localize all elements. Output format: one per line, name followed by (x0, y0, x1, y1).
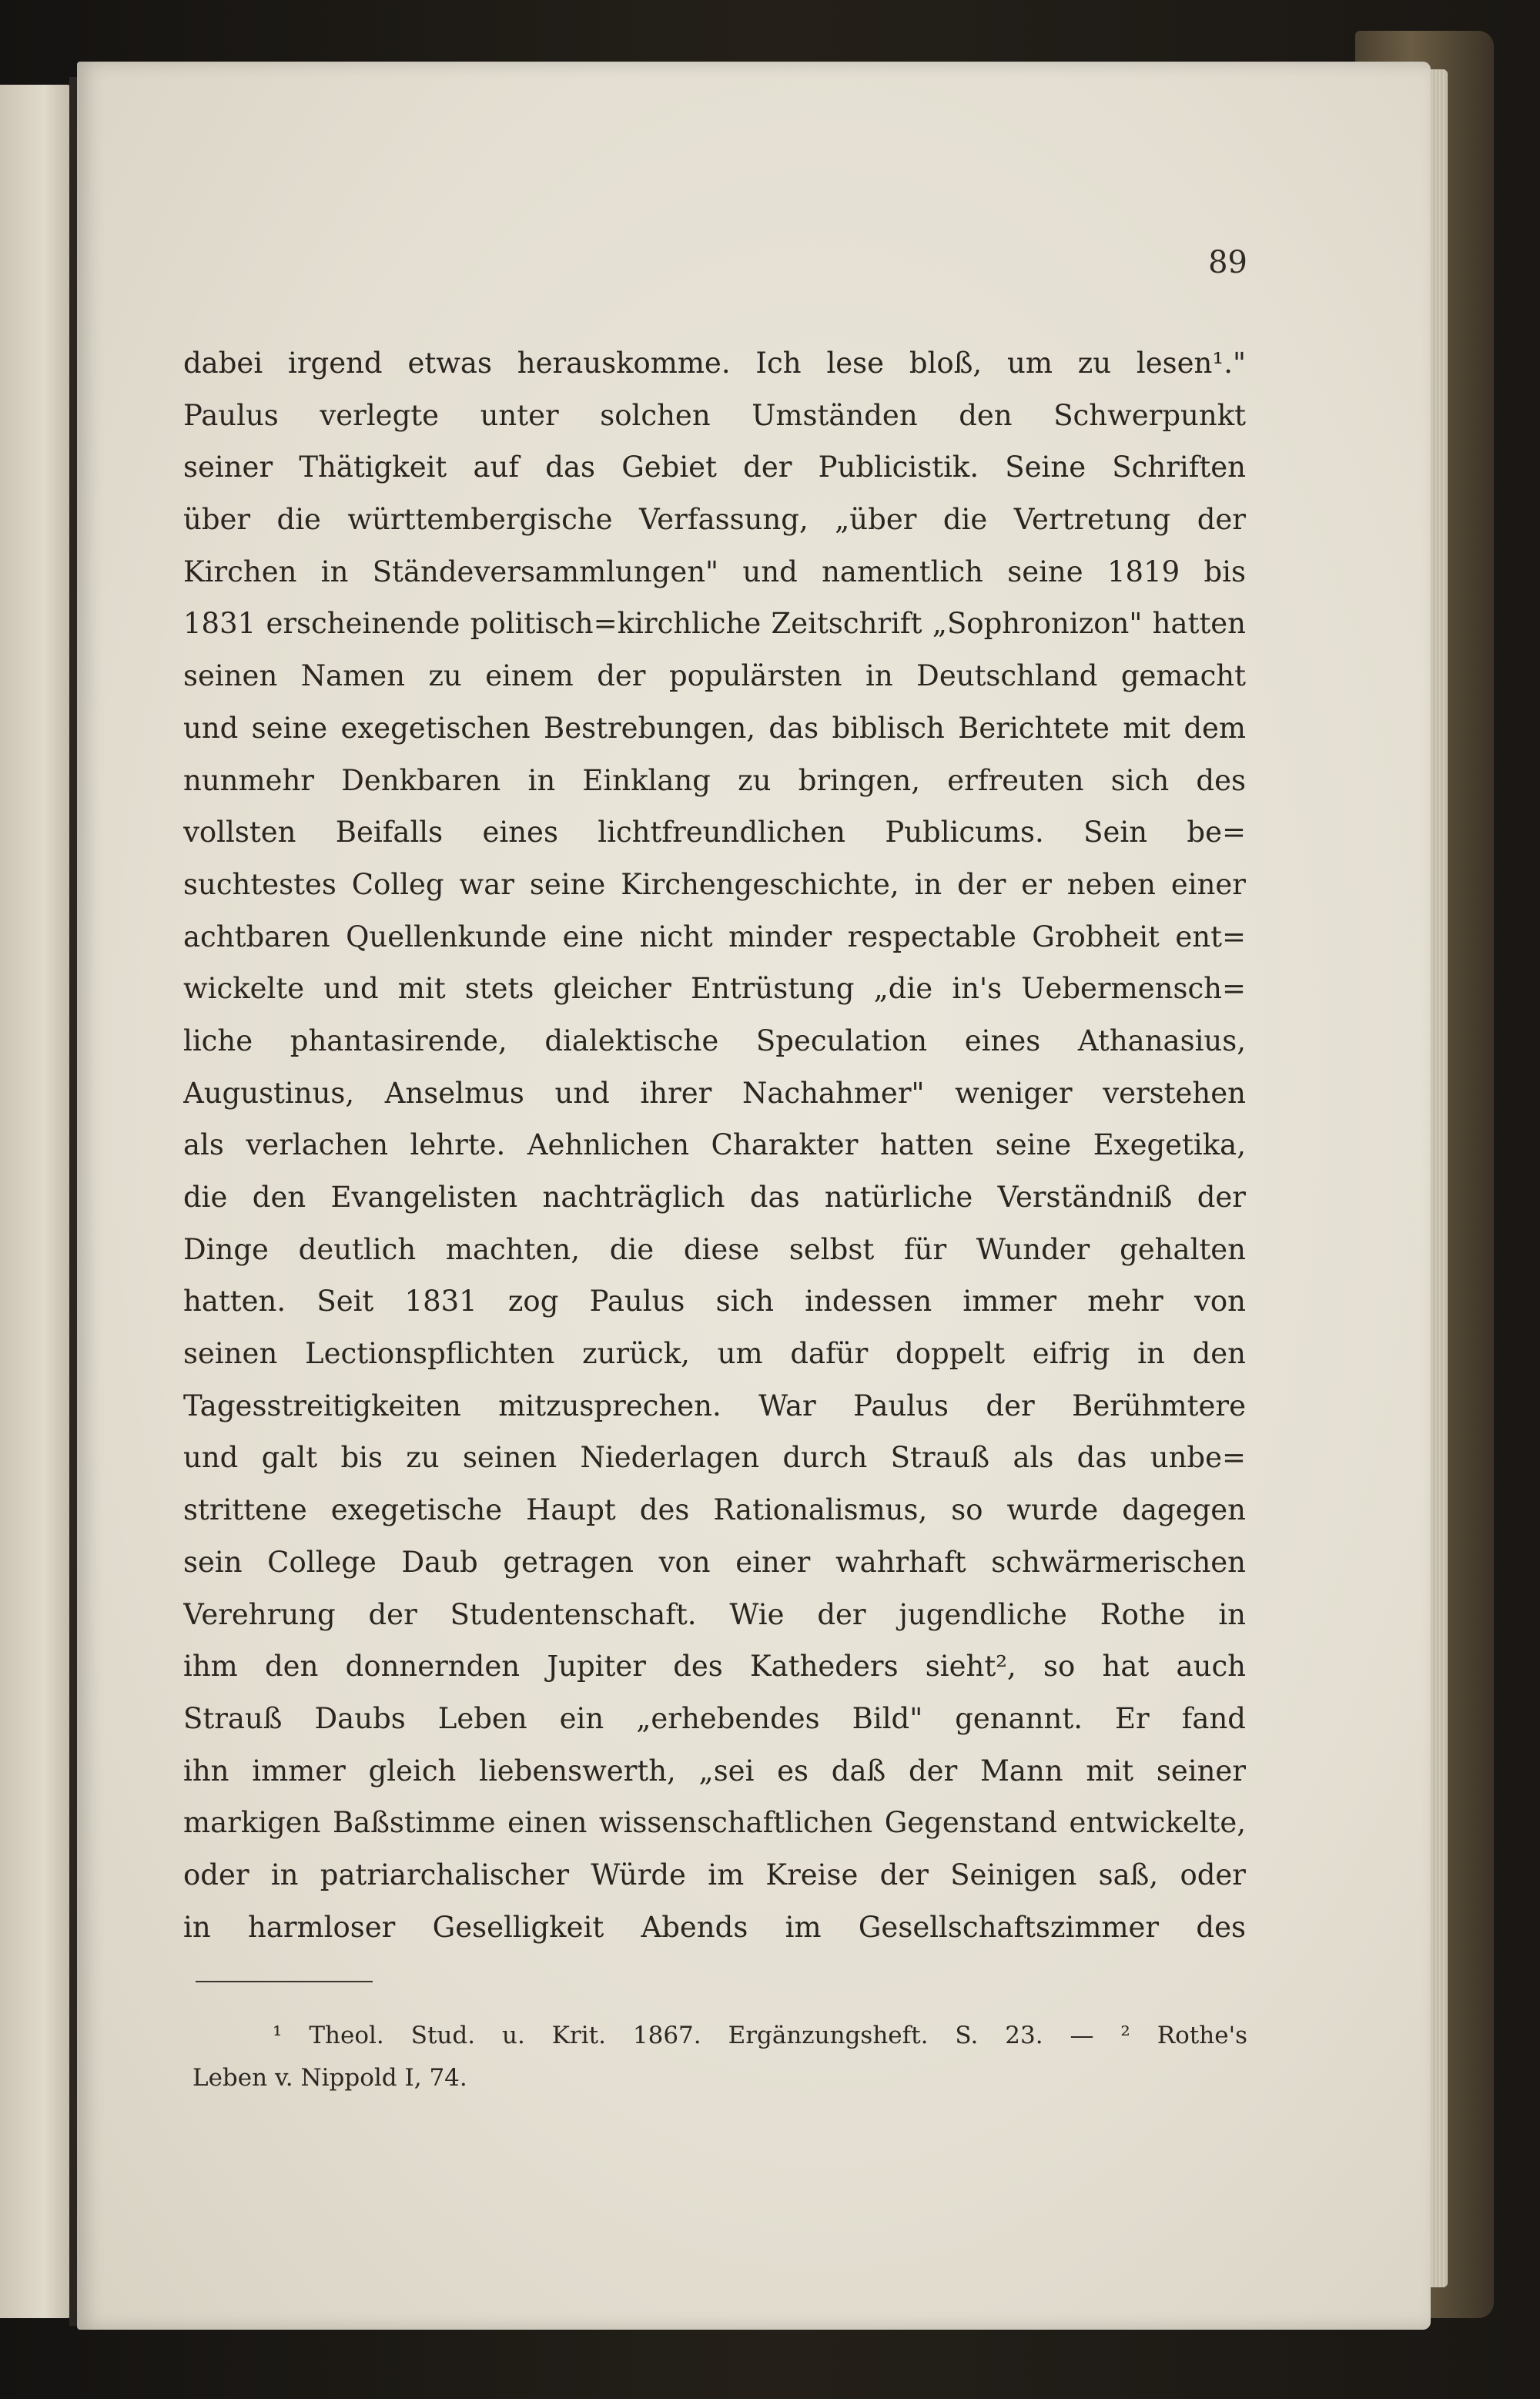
text-line: als verlachen lehrte. Aehnlichen Charakter hatten seine Exegetika, (183, 1128, 1246, 1162)
text-line: hatten. Seit 1831 zog Paulus sich indessen immer mehr von (183, 1285, 1246, 1318)
text-line: vollsten Beifalls eines lichtfreundlichen Publicums. Sein be= (183, 816, 1246, 849)
body-text (183, 337, 1246, 1953)
left-page-edge (0, 85, 73, 2318)
text-line: und galt bis zu seinen Niederlagen durch Strauß als das unbe= (183, 1441, 1246, 1475)
text-line: sein College Daub getragen von einer wahrhaft schwärmerischen (183, 1545, 1246, 1579)
text-line: dabei irgend etwas herauskomme. Ich lese bloß, um zu lesen¹." (183, 347, 1246, 380)
text-line: suchtestes Colleg war seine Kirchengeschichte, in der er neben einer (183, 867, 1246, 901)
text-line: seiner Thätigkeit auf das Gebiet der Publicistik. Seine Schriften (183, 451, 1246, 484)
text-line: in harmloser Geselligkeit Abends im Gesellschaftszimmer des (183, 1910, 1246, 1944)
text-line: Verehrung der Studentenschaft. Wie der jugendliche Rothe in (183, 1597, 1246, 1631)
text-line: und seine exegetischen Bestrebungen, das biblisch Berichtete mit dem (183, 711, 1246, 745)
text-line: seinen Lectionspflichten zurück, um dafür doppelt eifrig in den (183, 1337, 1246, 1371)
text-line: ihn immer gleich liebenswerth, „sei es daß der Mann mit seiner (183, 1754, 1246, 1788)
text-line: Tagesstreitigkeiten mitzusprechen. War Paulus der Berühmtere (183, 1389, 1246, 1422)
footnote-line: ¹ Theol. Stud. u. Krit. 1867. Ergänzungsheft. S. 23. — ² Rothe's (273, 2022, 1247, 2049)
text-line: 1831 erscheinende politisch=kirchliche Zeitschrift „Sophronizon" hatten (183, 607, 1246, 641)
text-line: Paulus verlegte unter solchen Umständen den Schwerpunkt (183, 398, 1246, 432)
text-line: seinen Namen zu einem der populärsten in Deutschland gemacht (183, 659, 1246, 693)
text-line: ihm den donnernden Jupiter des Katheders sieht², so hat auch (183, 1650, 1246, 1684)
page-number: 89 (1208, 245, 1247, 280)
text-line: oder in patriarchalischer Würde im Kreise der Seinigen saß, oder (183, 1858, 1246, 1891)
text-line: achtbaren Quellenkunde eine nicht minder respectable Grobheit ent= (183, 920, 1246, 953)
footnote-line: Leben v. Nippold I, 74. (192, 2064, 467, 2092)
text-line: strittene exegetische Haupt des Rationalismus, so wurde dagegen (183, 1493, 1246, 1527)
footnote-divider (196, 1981, 373, 1982)
text-line: Augustinus, Anselmus und ihrer Nachahmer" weniger verstehen (183, 1076, 1246, 1110)
footnotes (192, 2015, 1247, 2099)
text-line: wickelte und mit stets gleicher Entrüstung „die in's Uebermensch= (183, 972, 1246, 1006)
text-line: Strauß Daubs Leben ein „erhebendes Bild" genannt. Er fand (183, 1701, 1246, 1735)
text-line: nunmehr Denkbaren in Einklang zu bringen, erfreuten sich des (183, 763, 1246, 797)
text-line: liche phantasirende, dialektische Speculation eines Athanasius, (183, 1024, 1246, 1057)
text-line: Kirchen in Ständeversammlungen" und namentlich seine 1819 bis (183, 555, 1246, 588)
text-line: die den Evangelisten nachträglich das natürliche Verständniß der (183, 1181, 1246, 1214)
text-line: Dinge deutlich machten, die diese selbst für Wunder gehalten (183, 1232, 1246, 1266)
text-line: markigen Baßstimme einen wissenschaftlichen Gegenstand entwickelte, (183, 1806, 1246, 1840)
text-line: über die württembergische Verfassung, „über die Vertretung der (183, 503, 1246, 537)
